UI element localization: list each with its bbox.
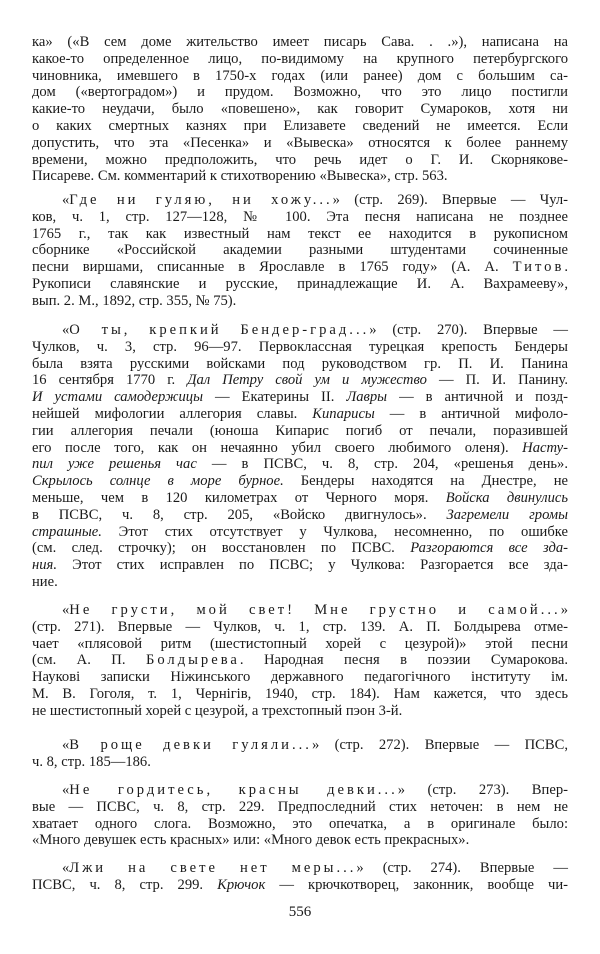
text-run: нейшей мифологии аллегория славы.	[32, 405, 313, 422]
text-run: «Много девушек есть красных» или: «Много девок есть прекрасных».	[32, 832, 470, 849]
text-run: Бендеры находятся на Днестре, не	[283, 473, 568, 490]
text-line	[32, 782, 568, 799]
text-run: в ПСВС, ч. 8, стр. 205, «Войско двигнулось».	[32, 506, 447, 523]
text-line	[32, 168, 568, 185]
text-line	[32, 799, 568, 816]
spaced-title: Не грусти, мой свет! Мне грустно и самой...	[69, 602, 561, 618]
text-run: «	[62, 322, 70, 338]
text-run: .	[564, 259, 568, 276]
text-line	[32, 293, 568, 310]
spaced-title: О ты, крепкий Бендер-град...	[69, 322, 370, 338]
text-run: гии аллегория печали (юноша Кипарис погиб от печали, поразившей	[32, 422, 568, 439]
text-line	[32, 209, 568, 226]
commentary-paragraph	[32, 322, 568, 591]
text-run: его после того, как он нечаянно убил своего любимого оленя).	[32, 439, 523, 456]
text-run: » (стр. 272). Впервые — ПСВС,	[311, 737, 568, 753]
text-run: «	[62, 737, 70, 753]
commentary-paragraph	[32, 737, 568, 771]
spaced-title: Не гордитесь, красны девки...	[69, 782, 398, 798]
spaced-title: Где ни гуляю, ни хожу...	[69, 192, 333, 208]
text-run: ч. 8, стр. 185—186.	[32, 753, 151, 770]
italic-quote: ния.	[32, 557, 57, 574]
text-run: » (стр. 269). Впервые — Чул-	[332, 192, 568, 208]
text-run: времени, можно предположить, что речь идет о Г. И. Скорнякове-	[32, 151, 568, 168]
text-line	[32, 652, 568, 669]
text-run: (см. А. П.	[32, 652, 146, 669]
text-line	[32, 406, 568, 423]
text-line	[32, 339, 568, 356]
italic-quote: Загремели громы	[446, 506, 569, 523]
italic-quote: И устами самодержицы	[32, 389, 203, 406]
commentary-paragraph	[32, 782, 568, 849]
spaced-title: Титов	[512, 259, 565, 276]
text-run: Рукописи славянские и русские, принадлежащие И. А. Вахрамееву»,	[32, 275, 568, 292]
text-line	[32, 276, 568, 293]
text-run: о каких смертных казнях при Елизавете сведений не имеется. Если	[32, 117, 568, 134]
text-run: «	[62, 782, 70, 798]
text-line	[32, 524, 568, 541]
text-run: — П. И. Панину.	[426, 372, 568, 389]
spaced-title: В роще девки гуляли...	[69, 737, 312, 753]
text-line	[32, 619, 568, 636]
text-run: » (стр. 274). Впервые —	[356, 860, 569, 876]
text-run: меньше, чем в 120 километрах от Черного моря.	[32, 489, 446, 506]
text-line	[32, 101, 568, 118]
text-line	[32, 440, 568, 457]
text-run: сборнике «Российской академии разными штудентами сочиненные	[32, 242, 568, 259]
text-run: допустить, что эта «Песенка» и «Вывеска» относятся к более раннему	[32, 134, 568, 151]
text-line	[32, 423, 568, 440]
italic-quote: Насту-	[522, 439, 568, 456]
text-line	[32, 34, 568, 51]
text-line	[32, 135, 568, 152]
text-run: — крючкотворец, законник, вообще чи-	[265, 876, 568, 893]
text-line	[32, 860, 568, 877]
text-line	[32, 602, 568, 619]
text-line	[32, 356, 568, 373]
text-run: Этот стих исправлен по ПСВС; у Чулкова: Разгорается все зда-	[56, 557, 568, 574]
text-run: М. В. Гоголя, т. 1, Чернігів, 1940, стр. 184). Нам кажется, что здесь	[32, 685, 568, 702]
text-run: ков, ч. 1, стр. 127—128, № 100. Эта песня написана не позднее	[32, 208, 568, 225]
text-line	[32, 322, 568, 339]
text-line	[32, 737, 568, 754]
text-line	[32, 68, 568, 85]
spaced-title: Лжи на свете нет меры...	[69, 860, 357, 876]
text-line	[32, 669, 568, 686]
page-number: 556	[288, 904, 312, 920]
text-line	[32, 636, 568, 653]
text-run: песни виршами, списанные в Ярославле в 1765 году» (А. А.	[32, 259, 513, 276]
text-line	[32, 152, 568, 169]
text-run: (стр. 271). Впервые — Чулков, ч. 1, стр. 139. А. П. Болдырева отме-	[32, 618, 568, 635]
text-run: . Народная песня в поэзии Сумарокова.	[239, 652, 568, 669]
commentary-paragraph	[32, 602, 568, 720]
text-run: «	[62, 602, 70, 618]
italic-quote: Войска двинулись	[445, 489, 569, 506]
text-line	[32, 877, 568, 894]
text-line	[32, 389, 568, 406]
italic-quote: пил уже решенья час	[32, 456, 197, 473]
text-run: 1765 г., так как известный нам текст ее находится в рукописном	[32, 225, 568, 242]
text-line	[32, 832, 568, 849]
spaced-title: Болдырева	[145, 652, 240, 669]
text-run: чает «плясовой ритм (шестистопный хорей с цезурой)» этой песни	[32, 635, 568, 652]
text-line	[32, 84, 568, 101]
commentary-paragraph	[32, 192, 568, 310]
text-run: »	[560, 602, 568, 618]
commentary-paragraph	[32, 34, 568, 185]
text-run: 16 сентября 1770 г.	[32, 372, 188, 389]
italic-quote: Разгораются все зда-	[410, 540, 568, 557]
text-line	[32, 507, 568, 524]
italic-quote: Кипарисы	[312, 405, 375, 422]
text-run: хватает одного слога. Возможно, это опечатка, а в оригинале было:	[32, 815, 568, 832]
text-run: «	[62, 860, 70, 876]
text-line	[32, 259, 568, 276]
text-run: — в ПСВС, ч. 8, стр. 204, «решенья день».	[196, 456, 568, 473]
text-run: » (стр. 270). Впервые —	[369, 322, 568, 338]
text-run: не шестистопный хорей с цезурой, а трехстопный пэон 3-й.	[32, 702, 403, 719]
italic-quote: Крючок	[217, 876, 266, 893]
italic-quote: Лавры	[346, 389, 388, 406]
text-line	[32, 490, 568, 507]
text-run: была взята русскими войсками под руководством гр. П. И. Панина	[32, 355, 568, 372]
text-line	[32, 816, 568, 833]
text-line	[32, 540, 568, 557]
text-line	[32, 118, 568, 135]
text-run: чиновника, имевшего в 1750-х годах (или ранее) дом с большим са-	[32, 67, 568, 84]
text-run: какое-то определенное лицо, по-видимому на крупного петербургского	[32, 50, 568, 67]
text-run: вып. 2. М., 1892, стр. 355, № 75).	[32, 292, 237, 309]
text-run: (см. след. строчку); он восстановлен по ПСВС.	[32, 540, 411, 557]
italic-quote: Скрылось солнце в море бурное.	[32, 473, 284, 490]
text-run: » (стр. 273). Впер-	[397, 782, 568, 798]
text-line	[32, 574, 568, 591]
text-line	[32, 703, 568, 720]
text-run: «	[62, 192, 70, 208]
text-run: — в античной мифоло-	[374, 405, 568, 422]
text-run: ние.	[32, 573, 58, 590]
text-line	[32, 557, 568, 574]
text-line	[32, 456, 568, 473]
text-line	[32, 686, 568, 703]
text-run: — Екатерины II.	[202, 389, 347, 406]
text-run: какие-то неудачи, было «повешено», как говорит Сумароков, хотя ни	[32, 101, 568, 118]
italic-quote: Дал Петру свой ум и мужество	[187, 372, 427, 389]
commentary-paragraph	[32, 860, 568, 894]
text-run: вые — ПСВС, ч. 8, стр. 229. Предпоследний стих неточен: в нем не	[32, 798, 568, 815]
text-line	[32, 192, 568, 209]
text-run: Этот стих отсутствует у Чулкова, несомненно, по ошибке	[101, 523, 568, 540]
text-run: ПСВС, ч. 8, стр. 299.	[32, 876, 218, 893]
text-line	[32, 372, 568, 389]
text-line	[32, 754, 568, 771]
text-run: ка» («В сем доме жительство имеет писарь Сава. . .»), написана на	[32, 34, 568, 50]
italic-quote: страшные.	[32, 523, 102, 540]
text-run: дом («вертоградом») и прудом. Возможно, что это лицо постигли	[32, 84, 568, 101]
text-line	[32, 51, 568, 68]
text-run: Чулков, ч. 3, стр. 96—97. Первоклассная турецкая крепость Бендеры	[32, 338, 568, 355]
text-line	[32, 242, 568, 259]
text-run: Писареве. См. комментарий к стихотворению «Вывеска», стр. 563.	[32, 168, 448, 185]
text-run: Наукові записки Ніжинського державного педагогічного інституту ім.	[32, 669, 568, 686]
text-line	[32, 473, 568, 490]
text-run: — в античной и позд-	[387, 389, 568, 406]
text-line	[32, 226, 568, 243]
